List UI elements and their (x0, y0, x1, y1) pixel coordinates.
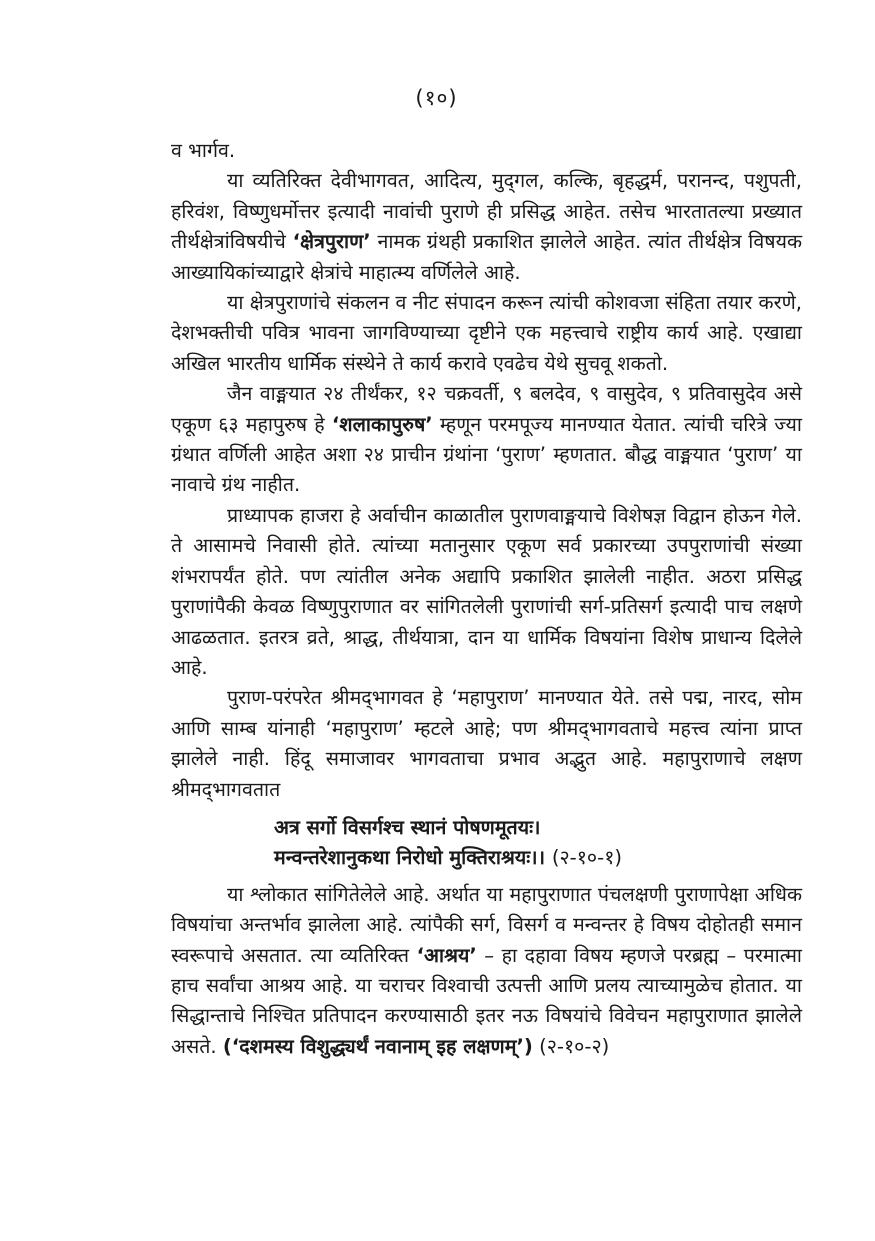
verse-line-2-text: मन्वन्तरेशानुकथा निरोधो मुक्तिराश्रयः।। (274, 846, 546, 870)
paragraphs-after-verse (171, 880, 802, 1062)
text-run: नामक ग्रंथही प्रकाशित झालेले आहेत. त्यांत तीर्थक्षेत्र विषयक आख्यायिकांच्याद्वारे क्षेत्रांचे माहात्म्य वर्णिलेले आहे. (171, 230, 803, 284)
sanskrit-verse (171, 813, 802, 874)
paragraph (171, 501, 802, 683)
paragraph (171, 136, 802, 166)
bold-text: ‘शलाकापुरुष’ (331, 412, 433, 436)
paragraph (171, 880, 802, 1062)
text-run: प्राध्यापक हाजरा हे अर्वाचीन काळातील पुराणवाङ्मयाचे विशेषज्ञ विद्वान होऊन गेले. ते आसामचे निवासी होते. त्यांच्या मतानुसार एकूण सर्व प्रकारच्या उपपुराणांची संख्या शंभरापर्यंत होते. पण त्यांतील अनेक अद्यापि प्रकाशित झालेली नाहीत. अठरा प्रसिद्ध पुराणांपैकी केवळ विष्णुपुराणात वर सांगितलेली पुराणांची सर्ग-प्रतिसर्ग इत्यादी पाच लक्षणे आढळतात. इतरत्र व्रते, श्राद्ध, तीर्थयात्रा, दान या धार्मिक विषयांना विशेष प्राधान्य दिलेले आहे. (171, 503, 802, 679)
paragraphs-before-verse (171, 136, 802, 805)
verse-line-2 (274, 843, 802, 873)
paragraph (171, 288, 802, 379)
text-run: – हा दहावा विषय म्हणजे परब्रह्म – परमात्मा हाच सर्वांचा आश्रय आहे. या चराचर विश्वाची उत्पत्ती आणि प्रलय त्याच्यामुळेच होतात. या सिद्धान्ताचे निश्चित प्रतिपादन करण्यासाठी इतर नऊ विषयांचे विवेचन महापुराणात झालेले असते. (171, 943, 802, 1058)
bold-text: (‘दशमस्य विशुद्ध्यर्थं नवानाम् इह लक्षणम्’) (222, 1034, 533, 1058)
text-run: या क्षेत्रपुराणांचे संकलन व नीट संपादन करून त्यांची कोशवजा संहिता तयार करणे, देशभक्तीची पवित्र भावना जागविण्याच्या दृष्टीने एक महत्त्वाचे राष्ट्रीय कार्य आहे. एखाद्या अखिल भारतीय धार्मिक संस्थेने ते कार्य करावे एवढेच येथे सुचवू शकतो. (171, 291, 802, 375)
bold-text: ‘आश्रय’ (416, 943, 477, 967)
text-run: जैन वाङ्मयात २४ तीर्थंकर, १२ चक्रवर्ती, ९ बलदेव, ९ वासुदेव, ९ प्रतिवासुदेव असे एकूण ६३ महापुरुष हे (171, 382, 802, 436)
paragraph (171, 379, 802, 501)
body-text (171, 136, 802, 1062)
verse-reference: (२-१०-१) (551, 846, 623, 870)
text-run: व भार्गव. (171, 139, 236, 162)
text-run: (२-१०-२) (532, 1034, 610, 1058)
text-run: म्हणून परमपूज्य मानण्यात येतात. त्यांची चरित्रे ज्या ग्रंथात वर्णिली आहेत अशा २४ प्राचीन ग्रंथांना ‘पुराण’ म्हणतात. बौद्ध वाङ्मयात ‘पुराण’ या नावाचे ग्रंथ नाहीत. (171, 412, 802, 497)
paragraph (171, 683, 802, 805)
paragraph (171, 166, 802, 288)
text-run: या श्लोकात सांगितेलेले आहे. अर्थात या महापुराणात पंचलक्षणी पुराणापेक्षा अधिक विषयांचा अन्तर्भाव झालेला आहे. त्यांपैकी सर्ग, विसर्ग व मन्वन्तर हे विषय दोहोतही समान स्वरूपाचे असतात. त्या व्यतिरिक्त (171, 882, 802, 967)
text-run: या व्यतिरिक्त देवीभागवत, आदित्य, मुद्‌गल, कल्कि, बृहद्धर्म, परानन्द, पशुपती, हरिवंश, विष्णुधर्मोत्तर इत्यादी नावांची पुराणे ही प्रसिद्ध आहेत. तसेच भारतातल्या प्रख्यात तीर्थक्षेत्रांविषयीचे (171, 169, 802, 254)
bold-text: ‘क्षेत्रपुराण’ (292, 230, 371, 254)
page-number: (१०) (415, 86, 458, 110)
text-run: पुराण-परंपरेत श्रीमद्‌भागवत हे ‘महापुराण’ मानण्यात येते. तसे पद्म, नारद, सोम आणि साम्ब यांनाही ‘महापुराण’ म्हटले आहे; पण श्रीमद्‌भागवताचे महत्त्व त्यांना प्राप्त झालेले नाही. हिंदू समाजावर भागवताचा प्रभाव अद्भुत आहे. महापुराणाचे लक्षण श्रीमद्‌भागवतात (171, 686, 802, 801)
verse-line-1: अत्र सर्गो विसर्गश्च स्थानं पोषणमूतयः। (274, 815, 541, 839)
